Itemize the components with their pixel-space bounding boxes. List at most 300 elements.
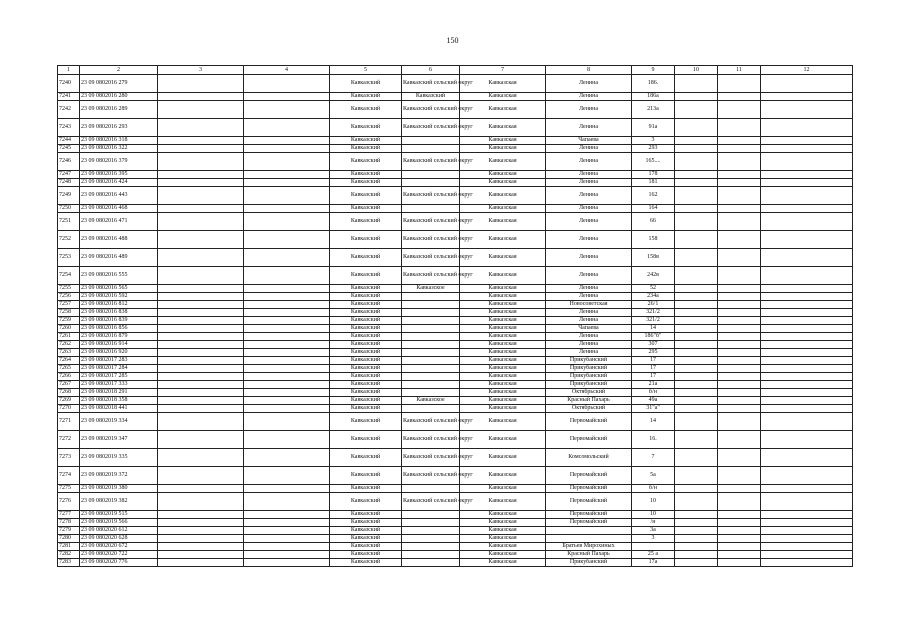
table-cell: Кавказская xyxy=(460,493,546,511)
table-row xyxy=(58,333,853,341)
table-cell: Ленина xyxy=(546,101,632,119)
table-cell: Кавказский xyxy=(330,205,402,213)
table-cell: 91а xyxy=(632,119,675,137)
table-cell xyxy=(675,527,718,535)
table-cell xyxy=(675,431,718,449)
table-cell xyxy=(761,449,853,467)
table-cell: 23 09 0802016 379 xyxy=(80,153,158,171)
table-row xyxy=(58,249,853,267)
table-cell: 7249 xyxy=(58,187,80,205)
table-cell xyxy=(761,349,853,357)
table-cell: 7272 xyxy=(58,431,80,449)
table-cell: 293 xyxy=(632,145,675,153)
table-cell xyxy=(761,493,853,511)
table-cell xyxy=(244,145,330,153)
table-cell: 23 09 0802016 322 xyxy=(80,145,158,153)
table-row xyxy=(58,301,853,309)
table-cell: Кавказский xyxy=(330,543,402,551)
table-cell: Кавказский xyxy=(330,381,402,389)
table-cell xyxy=(244,317,330,325)
table-row xyxy=(58,179,853,187)
table-cell xyxy=(761,179,853,187)
table-cell: Кавказский сельский округ xyxy=(402,101,460,119)
table-cell xyxy=(402,535,460,543)
table-cell: 7252 xyxy=(58,231,80,249)
table-cell xyxy=(158,119,244,137)
table-cell xyxy=(244,449,330,467)
table-cell: 23 09 0802016 488 xyxy=(80,231,158,249)
table-cell xyxy=(158,431,244,449)
table-cell xyxy=(761,467,853,485)
table-cell: Кавказская xyxy=(460,527,546,535)
table-cell xyxy=(718,431,761,449)
table-cell: 17 xyxy=(632,357,675,365)
table-cell: Кавказская xyxy=(460,511,546,519)
table-row xyxy=(58,325,853,333)
table-cell xyxy=(761,205,853,213)
table-cell: 23 09 0802016 839 xyxy=(80,317,158,325)
table-cell: Октябрьский xyxy=(546,405,632,413)
table-cell: 7268 xyxy=(58,389,80,397)
table-cell: 7271 xyxy=(58,413,80,431)
table-cell xyxy=(158,325,244,333)
table-cell xyxy=(158,341,244,349)
table-cell xyxy=(675,493,718,511)
table-cell: Чапаева xyxy=(546,325,632,333)
table-cell: Кавказский xyxy=(330,559,402,567)
table-cell: Кавказская xyxy=(460,145,546,153)
table-cell xyxy=(675,389,718,397)
table-cell xyxy=(675,267,718,285)
table-cell xyxy=(761,413,853,431)
table-cell: Кавказский xyxy=(330,519,402,527)
table-row xyxy=(58,205,853,213)
table-cell xyxy=(244,341,330,349)
table-cell xyxy=(158,357,244,365)
table-cell xyxy=(718,389,761,397)
table-cell: Ленина xyxy=(546,285,632,293)
table-cell xyxy=(244,381,330,389)
table-cell: Кавказский xyxy=(330,551,402,559)
table-cell xyxy=(158,519,244,527)
table-cell xyxy=(761,93,853,101)
column-header: 6 xyxy=(402,66,460,75)
table-cell: 23 09 0802016 443 xyxy=(80,187,158,205)
table-cell: Кавказский xyxy=(330,267,402,285)
table-cell xyxy=(761,373,853,381)
table-cell xyxy=(675,413,718,431)
table-cell xyxy=(718,75,761,93)
table-cell: Ленина xyxy=(546,349,632,357)
table-cell xyxy=(675,301,718,309)
table-body xyxy=(58,75,853,567)
table-cell: 23 09 0802016 565 xyxy=(80,285,158,293)
table-cell xyxy=(402,519,460,527)
table-cell: Кавказская xyxy=(460,137,546,145)
table-cell xyxy=(158,543,244,551)
table-cell: 23 09 0802020 776 xyxy=(80,559,158,567)
table-cell xyxy=(718,341,761,349)
table-cell: 7260 xyxy=(58,325,80,333)
table-cell: 17а xyxy=(632,559,675,567)
table-cell: Кавказский xyxy=(330,101,402,119)
table-cell: Кавказский xyxy=(330,309,402,317)
table-cell: Кавказский сельский округ xyxy=(402,119,460,137)
table-cell xyxy=(675,551,718,559)
table-cell: 7276 xyxy=(58,493,80,511)
table-cell xyxy=(546,527,632,535)
table-cell xyxy=(675,349,718,357)
table-cell: 7275 xyxy=(58,485,80,493)
table-cell xyxy=(402,405,460,413)
table-cell xyxy=(402,145,460,153)
table-cell: 7282 xyxy=(58,551,80,559)
table-cell xyxy=(718,357,761,365)
table-cell: Кавказский сельский округ xyxy=(402,75,460,93)
table-cell xyxy=(761,213,853,231)
table-cell xyxy=(675,213,718,231)
table-cell xyxy=(718,333,761,341)
table-cell xyxy=(158,485,244,493)
table-cell xyxy=(244,187,330,205)
table-cell xyxy=(244,519,330,527)
table-cell: Первомайский xyxy=(546,511,632,519)
table-cell xyxy=(675,467,718,485)
table-cell xyxy=(761,405,853,413)
table-cell: Первомайский xyxy=(546,467,632,485)
table-cell: Кавказская xyxy=(460,213,546,231)
table-cell: 49а xyxy=(632,397,675,405)
table-cell xyxy=(244,535,330,543)
table-cell xyxy=(761,153,853,171)
table-cell: Кавказский xyxy=(330,405,402,413)
table-cell: 23 09 0802016 279 xyxy=(80,75,158,93)
table-cell xyxy=(158,249,244,267)
table-cell: Кавказский xyxy=(330,341,402,349)
table-cell: 23 09 0802016 838 xyxy=(80,309,158,317)
table-row xyxy=(58,171,853,179)
table-cell xyxy=(244,267,330,285)
table-cell: 23 09 0802019 382 xyxy=(80,493,158,511)
table-cell: 7269 xyxy=(58,397,80,405)
table-cell xyxy=(675,485,718,493)
table-cell: 158 xyxy=(632,231,675,249)
table-cell: Кавказский xyxy=(330,467,402,485)
table-cell xyxy=(158,93,244,101)
table-cell: Кавказская xyxy=(460,431,546,449)
table-cell xyxy=(761,187,853,205)
table-cell: 23 09 0802016 555 xyxy=(80,267,158,285)
table-cell xyxy=(402,137,460,145)
table-cell: 23 09 0802016 920 xyxy=(80,349,158,357)
table-cell: Кавказский xyxy=(330,145,402,153)
table-cell xyxy=(402,357,460,365)
table-cell: 213а xyxy=(632,101,675,119)
table-cell: Кавказский xyxy=(330,317,402,325)
table-cell: Кавказская xyxy=(460,317,546,325)
table-cell xyxy=(244,551,330,559)
table-cell xyxy=(718,559,761,567)
table-cell: Кавказская xyxy=(460,325,546,333)
table-cell: Кавказская xyxy=(460,559,546,567)
table-cell xyxy=(675,93,718,101)
table-cell xyxy=(402,301,460,309)
table-cell xyxy=(244,485,330,493)
table-cell: 7274 xyxy=(58,467,80,485)
table-cell xyxy=(761,145,853,153)
table-cell xyxy=(158,413,244,431)
table-cell: 158в xyxy=(632,249,675,267)
table-cell: 23 09 0802016 318 xyxy=(80,137,158,145)
table-cell xyxy=(244,249,330,267)
column-header: 5 xyxy=(330,66,402,75)
table-cell: 307 xyxy=(632,341,675,349)
table-cell: Кавказский xyxy=(330,493,402,511)
table-cell xyxy=(402,309,460,317)
table-cell xyxy=(675,249,718,267)
table-cell: Прикубанский xyxy=(546,365,632,373)
table-cell: Кавказская xyxy=(460,267,546,285)
table-row xyxy=(58,449,853,467)
table-cell: Кавказская xyxy=(460,405,546,413)
table-cell xyxy=(675,285,718,293)
table-cell: 234а xyxy=(632,293,675,301)
table-cell: Кавказская xyxy=(460,389,546,397)
table-cell xyxy=(675,137,718,145)
table-cell xyxy=(244,397,330,405)
table-cell xyxy=(244,119,330,137)
table-row xyxy=(58,559,853,567)
table-cell xyxy=(761,137,853,145)
table-cell: Первомайский xyxy=(546,493,632,511)
table-cell xyxy=(718,467,761,485)
table-cell xyxy=(761,341,853,349)
table-cell xyxy=(244,301,330,309)
table-cell: Кавказский xyxy=(330,349,402,357)
table-cell: Ленина xyxy=(546,93,632,101)
table-cell: Ленина xyxy=(546,249,632,267)
table-cell: Кавказская xyxy=(460,357,546,365)
table-cell: 5а xyxy=(632,467,675,485)
table-cell xyxy=(675,145,718,153)
table-row xyxy=(58,349,853,357)
table-cell: Кавказский сельский округ xyxy=(402,267,460,285)
table-cell xyxy=(402,325,460,333)
table-cell: Кавказский xyxy=(330,333,402,341)
table-cell xyxy=(718,187,761,205)
table-cell xyxy=(761,119,853,137)
table-cell: 23 09 0802019 380 xyxy=(80,485,158,493)
table-cell: 23 09 0802019 372 xyxy=(80,467,158,485)
table-cell xyxy=(244,309,330,317)
table-cell: Кавказский xyxy=(330,179,402,187)
column-header: 12 xyxy=(761,66,853,75)
table-cell: Кавказский xyxy=(330,137,402,145)
table-cell: 186а xyxy=(632,93,675,101)
table-cell xyxy=(244,205,330,213)
table-cell: 186. xyxy=(632,75,675,93)
table-cell xyxy=(158,171,244,179)
table-cell: 23 09 0802016 293 xyxy=(80,119,158,137)
table-cell: Кавказский сельский округ xyxy=(402,153,460,171)
table-cell: 10 xyxy=(632,493,675,511)
table-cell: Первомайский xyxy=(546,413,632,431)
table-cell xyxy=(402,511,460,519)
table-cell xyxy=(718,145,761,153)
table-cell: Кавказская xyxy=(460,341,546,349)
table-cell: Кавказская xyxy=(460,449,546,467)
table-cell xyxy=(402,485,460,493)
table-cell xyxy=(761,285,853,293)
table-cell: 7242 xyxy=(58,101,80,119)
table-cell xyxy=(402,543,460,551)
table-cell: Первомайский xyxy=(546,519,632,527)
table-cell xyxy=(244,413,330,431)
table-cell xyxy=(718,325,761,333)
table-cell xyxy=(675,535,718,543)
table-cell xyxy=(718,397,761,405)
table-cell: Кавказская xyxy=(460,519,546,527)
table-cell: 23 09 0802016 395 xyxy=(80,171,158,179)
table-cell: Ленина xyxy=(546,153,632,171)
table-cell: 23 09 0802018 441 xyxy=(80,405,158,413)
table-cell xyxy=(761,365,853,373)
table-cell: Кавказский сельский округ xyxy=(402,493,460,511)
table-cell xyxy=(244,431,330,449)
table-cell: 23 09 0802019 347 xyxy=(80,431,158,449)
table-cell: 23 09 0802016 280 xyxy=(80,93,158,101)
table-cell: Красный Пахарь xyxy=(546,397,632,405)
table-row xyxy=(58,527,853,535)
table-cell xyxy=(675,153,718,171)
table-cell: Кавказский xyxy=(330,75,402,93)
table-cell: Кавказская xyxy=(460,535,546,543)
column-header: 9 xyxy=(632,66,675,75)
table-cell: Кавказская xyxy=(460,205,546,213)
table-cell xyxy=(718,153,761,171)
table-row xyxy=(58,467,853,485)
table-cell xyxy=(158,493,244,511)
table-cell xyxy=(718,405,761,413)
table-cell xyxy=(158,559,244,567)
table-cell: 321/2 xyxy=(632,317,675,325)
table-row xyxy=(58,101,853,119)
table-row xyxy=(58,381,853,389)
table-cell: Кавказский сельский округ xyxy=(402,449,460,467)
table-cell xyxy=(718,493,761,511)
table-cell xyxy=(761,317,853,325)
table-cell: 7243 xyxy=(58,119,80,137)
table-cell xyxy=(718,301,761,309)
table-cell: 10 xyxy=(632,511,675,519)
table-cell xyxy=(718,231,761,249)
table-cell: 23 09 0802016 468 xyxy=(80,205,158,213)
table-cell xyxy=(675,179,718,187)
table-cell xyxy=(718,373,761,381)
table-cell xyxy=(244,137,330,145)
table-cell: 295 xyxy=(632,349,675,357)
table-cell: Кавказская xyxy=(460,119,546,137)
table-cell: 242в xyxy=(632,267,675,285)
table-cell: 186"б" xyxy=(632,333,675,341)
table-cell xyxy=(244,213,330,231)
table-cell: 7265 xyxy=(58,365,80,373)
table-cell: 23 09 0802017 284 xyxy=(80,365,158,373)
table-cell: Кавказская xyxy=(460,333,546,341)
table-cell: 16. xyxy=(632,431,675,449)
table-cell: 25 а xyxy=(632,551,675,559)
table-cell: Кавказский xyxy=(330,325,402,333)
table-cell xyxy=(761,325,853,333)
table-cell xyxy=(244,527,330,535)
table-cell xyxy=(402,559,460,567)
table-row xyxy=(58,119,853,137)
table-row xyxy=(58,231,853,249)
table-cell: Кавказский xyxy=(330,527,402,535)
table-cell: Кавказская xyxy=(460,153,546,171)
table-cell: Кавказский xyxy=(330,171,402,179)
table-cell xyxy=(675,365,718,373)
table-row xyxy=(58,341,853,349)
table-cell: Кавказское xyxy=(402,397,460,405)
table-cell: Ленина xyxy=(546,187,632,205)
table-cell: Кавказский xyxy=(330,293,402,301)
table-cell: Комсомольский xyxy=(546,449,632,467)
table-cell xyxy=(675,511,718,519)
table-cell: 7273 xyxy=(58,449,80,467)
table-cell: Кавказская xyxy=(460,467,546,485)
table-cell: Кавказский xyxy=(330,535,402,543)
table-cell: 23 09 0802019 515 xyxy=(80,511,158,519)
table-row xyxy=(58,493,853,511)
table-cell xyxy=(402,171,460,179)
table-cell xyxy=(761,551,853,559)
table-cell xyxy=(761,559,853,567)
table-cell xyxy=(244,493,330,511)
table-cell: Кавказский xyxy=(330,485,402,493)
table-cell xyxy=(158,101,244,119)
table-cell xyxy=(761,381,853,389)
table-row xyxy=(58,75,853,93)
table-cell: 7 xyxy=(632,449,675,467)
table-cell xyxy=(675,187,718,205)
table-cell: 7255 xyxy=(58,285,80,293)
table-cell xyxy=(761,249,853,267)
table-cell xyxy=(675,119,718,137)
table-cell: Кавказская xyxy=(460,381,546,389)
table-cell: 7245 xyxy=(58,145,80,153)
table-cell: 7279 xyxy=(58,527,80,535)
table-cell xyxy=(761,309,853,317)
table-cell: Кавказская xyxy=(460,301,546,309)
table-cell: Ленина xyxy=(546,75,632,93)
table-cell xyxy=(718,381,761,389)
table-cell: Кавказский xyxy=(330,119,402,137)
table-cell xyxy=(675,397,718,405)
table-cell: 165.... xyxy=(632,153,675,171)
table-cell: 23 09 0802016 489 xyxy=(80,249,158,267)
table-cell: 23 09 0802016 812 xyxy=(80,301,158,309)
table-cell: Ленина xyxy=(546,333,632,341)
table-cell xyxy=(675,357,718,365)
table-cell: Кавказский xyxy=(330,153,402,171)
table-cell xyxy=(158,293,244,301)
table-cell: /н xyxy=(632,519,675,527)
table-cell xyxy=(402,293,460,301)
table-cell xyxy=(675,325,718,333)
table-cell xyxy=(158,285,244,293)
table-cell xyxy=(402,381,460,389)
